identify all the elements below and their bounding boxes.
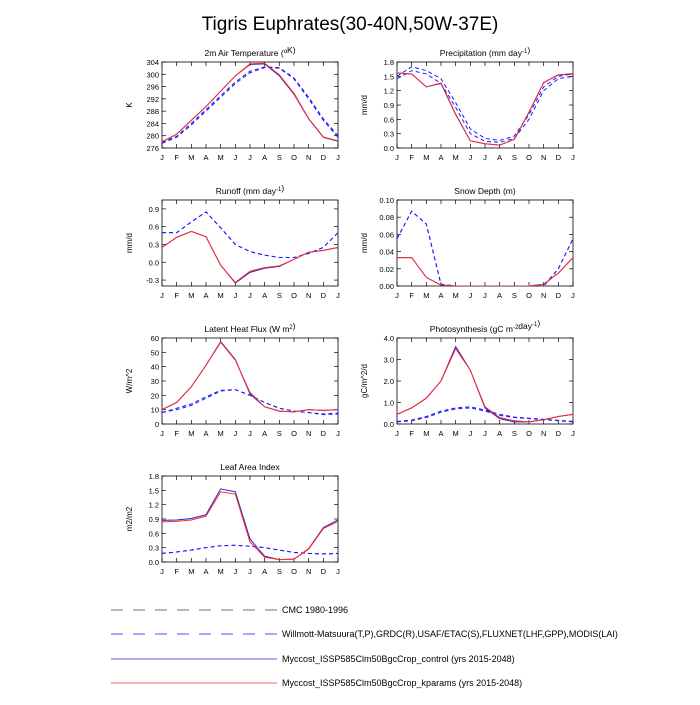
panel-title: 2m Air Temperature ($^o$K) <box>204 45 296 58</box>
series-line-1 <box>397 211 573 286</box>
y-axis-label: mm/d <box>360 95 369 115</box>
x-tick-label: J <box>233 153 238 162</box>
x-tick-label: O <box>291 291 297 300</box>
x-tick-label: J <box>233 429 238 438</box>
x-tick-label: D <box>555 429 562 438</box>
y-tick-label: 300 <box>146 70 159 80</box>
series-line-3 <box>397 258 573 286</box>
legend-item <box>111 629 618 639</box>
x-tick-label: A <box>438 291 444 300</box>
series-line-3 <box>162 342 338 412</box>
series-line-0 <box>162 68 338 144</box>
y-tick-label: 4.0 <box>383 334 394 343</box>
x-tick-label: N <box>305 567 312 576</box>
x-tick-label: J <box>571 291 575 300</box>
x-tick-label: M <box>188 567 195 576</box>
x-tick-label: D <box>555 153 562 162</box>
panel-lhf <box>125 321 340 438</box>
x-tick-label: M <box>188 429 195 438</box>
y-tick-label: 288 <box>146 107 159 117</box>
y-tick-label: 0.02 <box>379 264 394 274</box>
y-tick-label: 2.0 <box>383 377 394 386</box>
legend-label: CMC 1980-1996 <box>282 605 349 615</box>
x-tick-label: N <box>305 153 312 162</box>
x-tick-label: M <box>217 429 224 438</box>
y-tick-label: 0.3 <box>148 543 159 553</box>
y-tick-label: 60 <box>150 334 159 343</box>
y-tick-label: 276 <box>146 144 159 153</box>
x-tick-label: J <box>336 429 340 438</box>
series-line-0 <box>162 545 338 554</box>
y-axis-label: K <box>125 102 134 108</box>
x-tick-label: M <box>452 291 459 300</box>
x-tick-label: O <box>526 291 532 300</box>
x-tick-label: J <box>160 567 164 576</box>
legend-item <box>111 678 522 688</box>
legend <box>111 605 618 688</box>
y-tick-label: 0.3 <box>148 240 159 250</box>
legend-label: Willmott-Matsuura(T,P),GRDC(R),USAF/ETAC(S),FLUXNET(LHF,GPP),MODIS(LAI) <box>282 629 618 639</box>
x-tick-label: J <box>571 153 575 162</box>
x-tick-label: J <box>160 291 164 300</box>
x-tick-label: D <box>320 153 327 162</box>
x-tick-label: M <box>452 153 459 162</box>
y-tick-label: 0.6 <box>148 222 159 232</box>
y-tick-label: 1.8 <box>383 58 394 67</box>
x-tick-label: J <box>233 291 238 300</box>
x-tick-label: A <box>497 291 503 300</box>
x-tick-label: A <box>203 291 209 300</box>
series-line-3 <box>162 492 338 560</box>
x-tick-label: A <box>203 153 209 162</box>
series-line-3 <box>397 73 573 145</box>
x-tick-label: D <box>320 567 327 576</box>
y-axis-label: m2/m2 <box>125 506 134 532</box>
y-tick-label: 0.0 <box>383 144 394 153</box>
x-tick-label: J <box>248 567 252 576</box>
y-tick-label: 0.0 <box>148 258 159 268</box>
x-tick-label: A <box>262 153 268 162</box>
x-tick-label: J <box>483 153 487 162</box>
x-tick-label: N <box>540 291 547 300</box>
x-tick-label: J <box>336 291 340 300</box>
y-tick-label: 1.5 <box>383 72 394 82</box>
y-tick-label: 0.6 <box>148 529 159 539</box>
x-tick-label: A <box>262 291 268 300</box>
x-tick-label: O <box>291 153 297 162</box>
legend-item <box>111 605 348 615</box>
panel-title: Runoff (mm day$^{-1}$) <box>215 183 285 196</box>
y-tick-label: 1.0 <box>383 398 394 408</box>
y-tick-label: 0.9 <box>148 515 159 524</box>
y-tick-label: 0.0 <box>148 558 159 567</box>
series-line-1 <box>162 212 338 258</box>
x-tick-label: J <box>483 291 487 300</box>
series-line-0 <box>397 211 573 286</box>
x-tick-label: A <box>203 567 209 576</box>
x-tick-label: A <box>497 153 503 162</box>
panel-tsa <box>125 45 340 162</box>
series-line-2 <box>162 231 338 283</box>
legend-label: Myccost_ISSP585Clm50BgcCrop_control (yrs 2015-2048) <box>282 654 515 664</box>
x-tick-label: M <box>423 291 430 300</box>
y-tick-label: 50 <box>150 348 159 358</box>
y-tick-label: 0.9 <box>148 204 159 214</box>
x-tick-label: J <box>395 429 399 438</box>
x-tick-label: N <box>540 153 547 162</box>
x-tick-label: A <box>262 567 268 576</box>
x-tick-label: J <box>160 429 164 438</box>
x-tick-label: O <box>291 567 297 576</box>
x-tick-label: J <box>248 153 252 162</box>
figure-title: Tigris Euphrates(30-40N,50W-37E) <box>201 14 499 35</box>
x-tick-label: S <box>511 153 517 162</box>
x-tick-label: M <box>188 153 195 162</box>
x-tick-label: J <box>248 429 252 438</box>
x-tick-label: N <box>540 429 547 438</box>
panel-precip <box>360 45 575 162</box>
series-line-2 <box>162 489 338 560</box>
y-tick-label: 284 <box>146 119 159 129</box>
x-tick-label: F <box>174 153 179 162</box>
series-line-3 <box>397 349 573 422</box>
y-tick-label: 0.08 <box>379 213 394 223</box>
x-tick-label: F <box>174 429 179 438</box>
y-tick-label: 296 <box>146 82 159 92</box>
series-line-0 <box>162 212 338 258</box>
x-tick-label: A <box>438 153 444 162</box>
y-tick-label: 0.04 <box>379 247 394 257</box>
x-tick-label: A <box>203 429 209 438</box>
x-tick-label: J <box>468 153 473 162</box>
x-tick-label: F <box>174 567 179 576</box>
x-tick-label: F <box>174 291 179 300</box>
y-tick-label: 0 <box>154 420 159 429</box>
x-tick-label: N <box>305 429 312 438</box>
y-tick-label: 0.06 <box>379 230 394 240</box>
x-tick-label: S <box>276 429 282 438</box>
panels <box>125 45 575 576</box>
y-axis-label: mm/d <box>360 233 369 253</box>
x-tick-label: A <box>262 429 268 438</box>
y-tick-label: 304 <box>146 58 159 67</box>
x-tick-label: J <box>468 291 473 300</box>
panel-runoff <box>125 183 340 300</box>
y-axis-label: W/m^2 <box>125 368 134 394</box>
series-line-1 <box>397 67 573 141</box>
y-tick-label: 3.0 <box>383 355 394 365</box>
legend-label: Myccost_ISSP585Clm50BgcCrop_kparams (yrs 2015-2048) <box>282 678 523 688</box>
y-tick-label: 10 <box>150 405 159 415</box>
x-tick-label: S <box>511 429 517 438</box>
panel-title: Snow Depth (m) <box>454 186 516 196</box>
y-tick-label: 1.2 <box>148 500 159 510</box>
panel-lai <box>125 462 340 576</box>
x-tick-label: F <box>409 153 414 162</box>
x-tick-label: O <box>526 429 532 438</box>
x-tick-label: J <box>395 153 399 162</box>
x-tick-label: J <box>233 567 238 576</box>
panel-title: Precipitation (mm day$^{-1}$) <box>439 45 531 58</box>
x-tick-label: J <box>336 567 340 576</box>
x-tick-label: M <box>217 291 224 300</box>
x-tick-label: J <box>468 429 473 438</box>
x-tick-label: N <box>305 291 312 300</box>
x-tick-label: J <box>483 429 487 438</box>
x-tick-label: F <box>409 291 414 300</box>
plot-frame <box>162 338 338 424</box>
y-axis-label: gC/m^2/d <box>360 364 369 398</box>
y-tick-label: 1.2 <box>383 86 394 96</box>
x-tick-label: J <box>336 153 340 162</box>
y-tick-label: 0.9 <box>383 101 394 110</box>
x-tick-label: M <box>217 567 224 576</box>
x-tick-label: S <box>276 567 282 576</box>
x-tick-label: M <box>423 153 430 162</box>
panel-title: Leaf Area Index <box>220 462 280 472</box>
y-tick-label: 0.00 <box>379 282 394 291</box>
series-line-3 <box>162 231 338 282</box>
x-tick-label: D <box>320 429 327 438</box>
y-tick-label: 30 <box>150 377 159 386</box>
y-tick-label: 280 <box>146 131 159 141</box>
x-tick-label: J <box>571 429 575 438</box>
x-tick-label: J <box>160 153 164 162</box>
x-tick-label: M <box>452 429 459 438</box>
series-line-1 <box>162 545 338 554</box>
series-line-0 <box>397 408 573 422</box>
y-axis-label: mm/d <box>125 233 134 253</box>
x-tick-label: S <box>276 291 282 300</box>
y-tick-label: 0.3 <box>383 129 394 139</box>
x-tick-label: O <box>526 153 532 162</box>
series-line-1 <box>162 67 338 143</box>
x-tick-label: F <box>409 429 414 438</box>
panel-title: Photosynthesis (gC $m^{-2}day^{-1}$) <box>429 318 541 334</box>
panel-snow <box>360 186 575 300</box>
x-tick-label: D <box>555 291 562 300</box>
x-tick-label: A <box>438 429 444 438</box>
y-tick-label: 20 <box>150 391 159 401</box>
y-tick-label: 1.5 <box>148 486 159 496</box>
series-line-2 <box>162 342 338 412</box>
plot-frame <box>397 338 573 424</box>
x-tick-label: J <box>395 291 399 300</box>
x-tick-label: O <box>291 429 297 438</box>
y-tick-label: 0.10 <box>379 196 394 205</box>
x-tick-label: M <box>188 291 195 300</box>
plot-frame <box>162 62 338 148</box>
x-tick-label: S <box>511 291 517 300</box>
y-tick-label: 0.6 <box>383 115 394 125</box>
x-tick-label: A <box>497 429 503 438</box>
panel-gpp <box>360 318 575 438</box>
x-tick-label: M <box>217 153 224 162</box>
y-tick-label: 292 <box>146 94 159 104</box>
panel-title: Latent Heat Flux (W $m^2$) <box>204 321 296 334</box>
y-tick-label: 0.0 <box>383 420 394 429</box>
y-tick-label: 40 <box>150 362 159 372</box>
x-tick-label: D <box>320 291 327 300</box>
series-line-2 <box>397 347 573 422</box>
plot-frame <box>397 62 573 148</box>
legend-item <box>111 654 515 664</box>
x-tick-label: S <box>276 153 282 162</box>
y-tick-label: -0.3 <box>146 276 159 286</box>
x-tick-label: J <box>248 291 252 300</box>
x-tick-label: M <box>423 429 430 438</box>
y-tick-label: 1.8 <box>148 472 159 481</box>
plot-frame <box>162 200 338 286</box>
